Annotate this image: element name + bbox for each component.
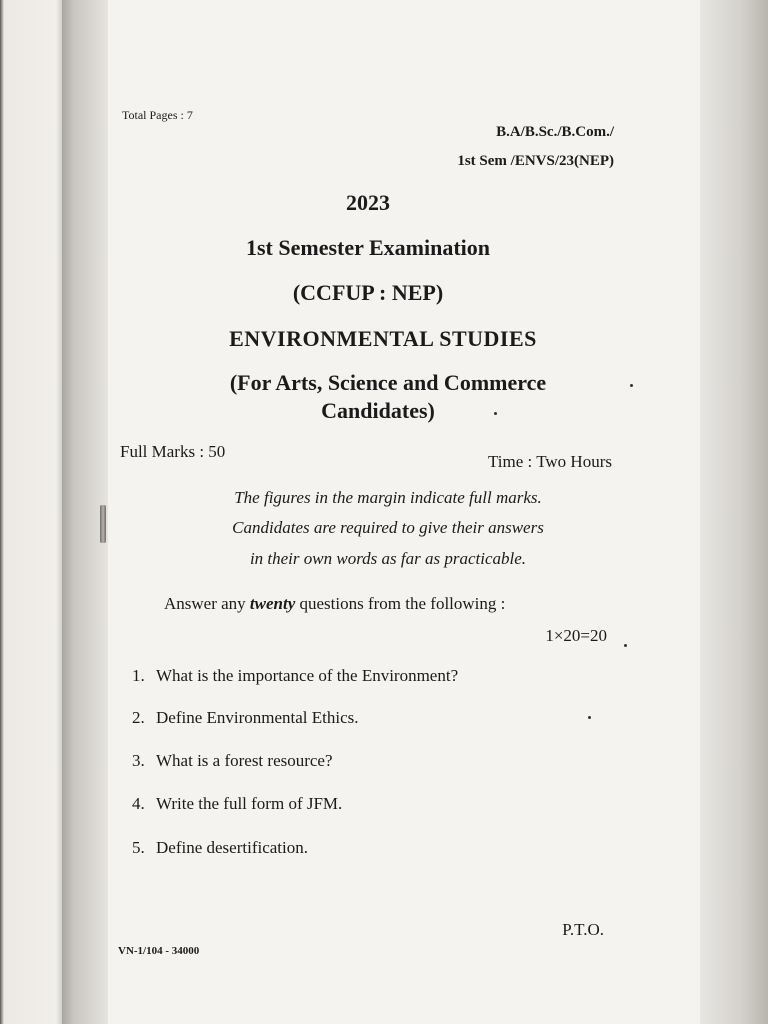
- question-item: [132, 794, 342, 814]
- answer-suffix: questions from the following :: [295, 594, 506, 613]
- question-number: 1.: [132, 666, 145, 685]
- question-item: [132, 666, 458, 686]
- instruction-line-1: The figures in the margin indicate full marks.: [234, 488, 542, 507]
- full-marks: Full Marks : 50: [120, 442, 226, 461]
- staple: [100, 505, 106, 543]
- paper-code: VN-1/104 - 34000: [118, 945, 200, 957]
- left-page-edge: [0, 0, 64, 1024]
- total-pages: Total Pages : 7: [122, 108, 193, 122]
- answer-instruction: [164, 594, 505, 614]
- exam-paper: [108, 0, 700, 1024]
- right-page-shadow: [700, 0, 768, 1024]
- exam-year: 2023: [346, 190, 390, 215]
- speck: [624, 644, 627, 647]
- question-marks: 1×20=20: [545, 626, 607, 645]
- question-number: 2.: [132, 708, 145, 727]
- question-item: [132, 838, 308, 858]
- course-code-line2: 1st Sem /ENVS/23(NEP): [457, 153, 614, 169]
- question-item: [132, 751, 333, 771]
- question-text: What is the importance of the Environment?: [156, 666, 459, 685]
- course-code-line1: B.A/B.Sc./B.Com./: [496, 124, 614, 140]
- answer-prefix: Answer any: [164, 594, 250, 613]
- question-item: [132, 708, 359, 728]
- speck: [494, 412, 497, 415]
- audience-line-2: Candidates): [321, 398, 435, 423]
- question-text: What is a forest resource?: [156, 751, 333, 770]
- question-text: Define Environmental Ethics.: [156, 708, 359, 727]
- speck: [630, 384, 633, 387]
- question-number: 3.: [132, 751, 145, 770]
- question-text: Define desertification.: [156, 838, 308, 857]
- exam-time: Time : Two Hours: [488, 452, 612, 471]
- exam-title: 1st Semester Examination: [245, 235, 491, 260]
- audience-line-1: (For Arts, Science and Commerce: [229, 370, 547, 395]
- speck: [588, 716, 591, 719]
- question-number: 5.: [132, 838, 145, 857]
- answer-emphasis: twenty: [249, 594, 296, 613]
- pto-marker: P.T.O.: [562, 920, 604, 939]
- instruction-line-2: Candidates are required to give their answers: [232, 518, 544, 537]
- question-text: Write the full form of JFM.: [156, 794, 343, 813]
- question-number: 4.: [132, 794, 145, 813]
- exam-scheme: (CCFUP : NEP): [292, 280, 444, 305]
- instruction-line-3: in their own words as far as practicable.: [249, 549, 527, 568]
- subject-title: ENVIRONMENTAL STUDIES: [229, 326, 537, 351]
